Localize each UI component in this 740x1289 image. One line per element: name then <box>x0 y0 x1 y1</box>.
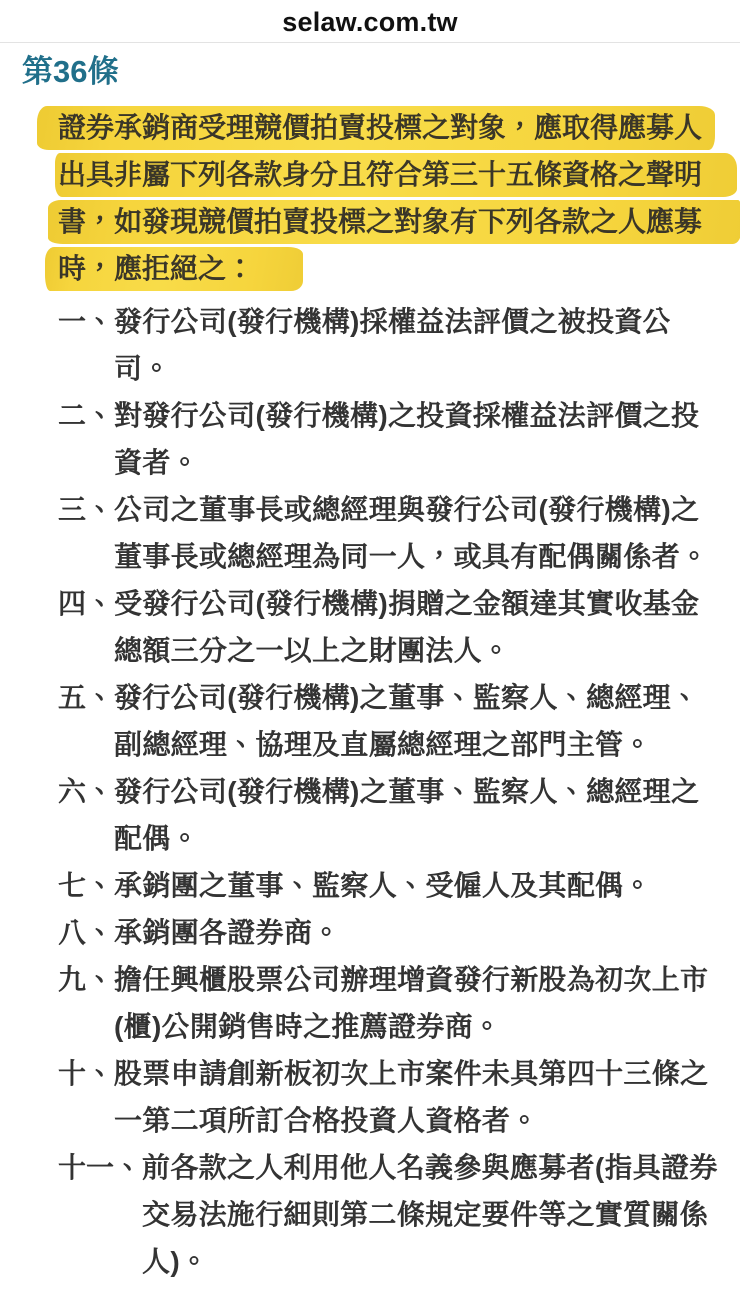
list-item <box>58 768 726 862</box>
item-number: 十一、 <box>58 1152 143 1183</box>
list-item <box>58 862 726 909</box>
item-number: 一、 <box>58 306 115 337</box>
list-item <box>58 956 726 1050</box>
item-number: 十、 <box>58 1058 115 1089</box>
list-item <box>58 1050 726 1144</box>
item-number: 八、 <box>58 917 115 948</box>
intro-line <box>58 151 730 198</box>
intro-line <box>58 104 730 151</box>
law-article <box>0 54 740 1285</box>
provisions-list <box>0 298 740 1285</box>
item-text: 發行公司(發行機構)之董事、監察人、總經理、副總經理、協理及直屬總經理之部門主管。 <box>114 682 700 760</box>
item-number: 九、 <box>58 964 115 995</box>
list-item <box>58 1144 726 1285</box>
list-item <box>58 909 726 956</box>
intro-paragraph <box>0 104 740 292</box>
item-text: 發行公司(發行機構)採權益法評價之被投資公司。 <box>114 306 671 384</box>
highlight-mark: 書，如發現競價拍賣投標之對象有下列各款之人應募 <box>48 200 740 244</box>
list-item <box>58 392 726 486</box>
item-text: 前各款之人利用他人名義參與應募者(指具證券交易法施行細則第二條規定要件等之實質關係人)。 <box>142 1152 718 1277</box>
item-text: 公司之董事長或總經理與發行公司(發行機構)之董事長或總經理為同一人，或具有配偶關係者。 <box>114 494 709 572</box>
highlight-mark: 證券承銷商受理競價拍賣投標之對象，應取得應募人 <box>37 106 715 150</box>
item-number: 三、 <box>58 494 115 525</box>
list-item <box>58 486 726 580</box>
item-text: 擔任興櫃股票公司辦理增資發行新股為初次上市(櫃)公開銷售時之推薦證券商。 <box>114 964 709 1042</box>
item-number: 六、 <box>58 776 115 807</box>
browser-header <box>0 0 740 43</box>
highlight-mark: 時，應拒絕之： <box>45 247 303 291</box>
list-item <box>58 580 726 674</box>
item-number: 四、 <box>58 588 115 619</box>
list-item <box>58 674 726 768</box>
intro-line <box>58 245 730 292</box>
intro-line <box>58 198 730 245</box>
list-item <box>58 298 726 392</box>
item-text: 受發行公司(發行機構)捐贈之金額達其實收基金總額三分之一以上之財團法人。 <box>114 588 700 666</box>
highlight-mark: 出具非屬下列各款身分且符合第三十五條資格之聲明 <box>55 153 737 197</box>
item-text: 承銷團之董事、監察人、受僱人及其配偶。 <box>114 870 652 901</box>
item-text: 股票申請創新板初次上市案件未具第四十三條之一第二項所訂合格投資人資格者。 <box>114 1058 709 1136</box>
site-title[interactable]: selaw.com.tw <box>282 7 458 37</box>
item-text: 發行公司(發行機構)之董事、監察人、總經理之配偶。 <box>114 776 700 854</box>
item-number: 七、 <box>58 870 115 901</box>
item-number: 五、 <box>58 682 115 713</box>
item-text: 承銷團各證券商。 <box>114 917 341 948</box>
item-text: 對發行公司(發行機構)之投資採權益法評價之投資者。 <box>114 400 700 478</box>
item-number: 二、 <box>58 400 115 431</box>
article-number-heading: 第36條 <box>22 54 119 89</box>
